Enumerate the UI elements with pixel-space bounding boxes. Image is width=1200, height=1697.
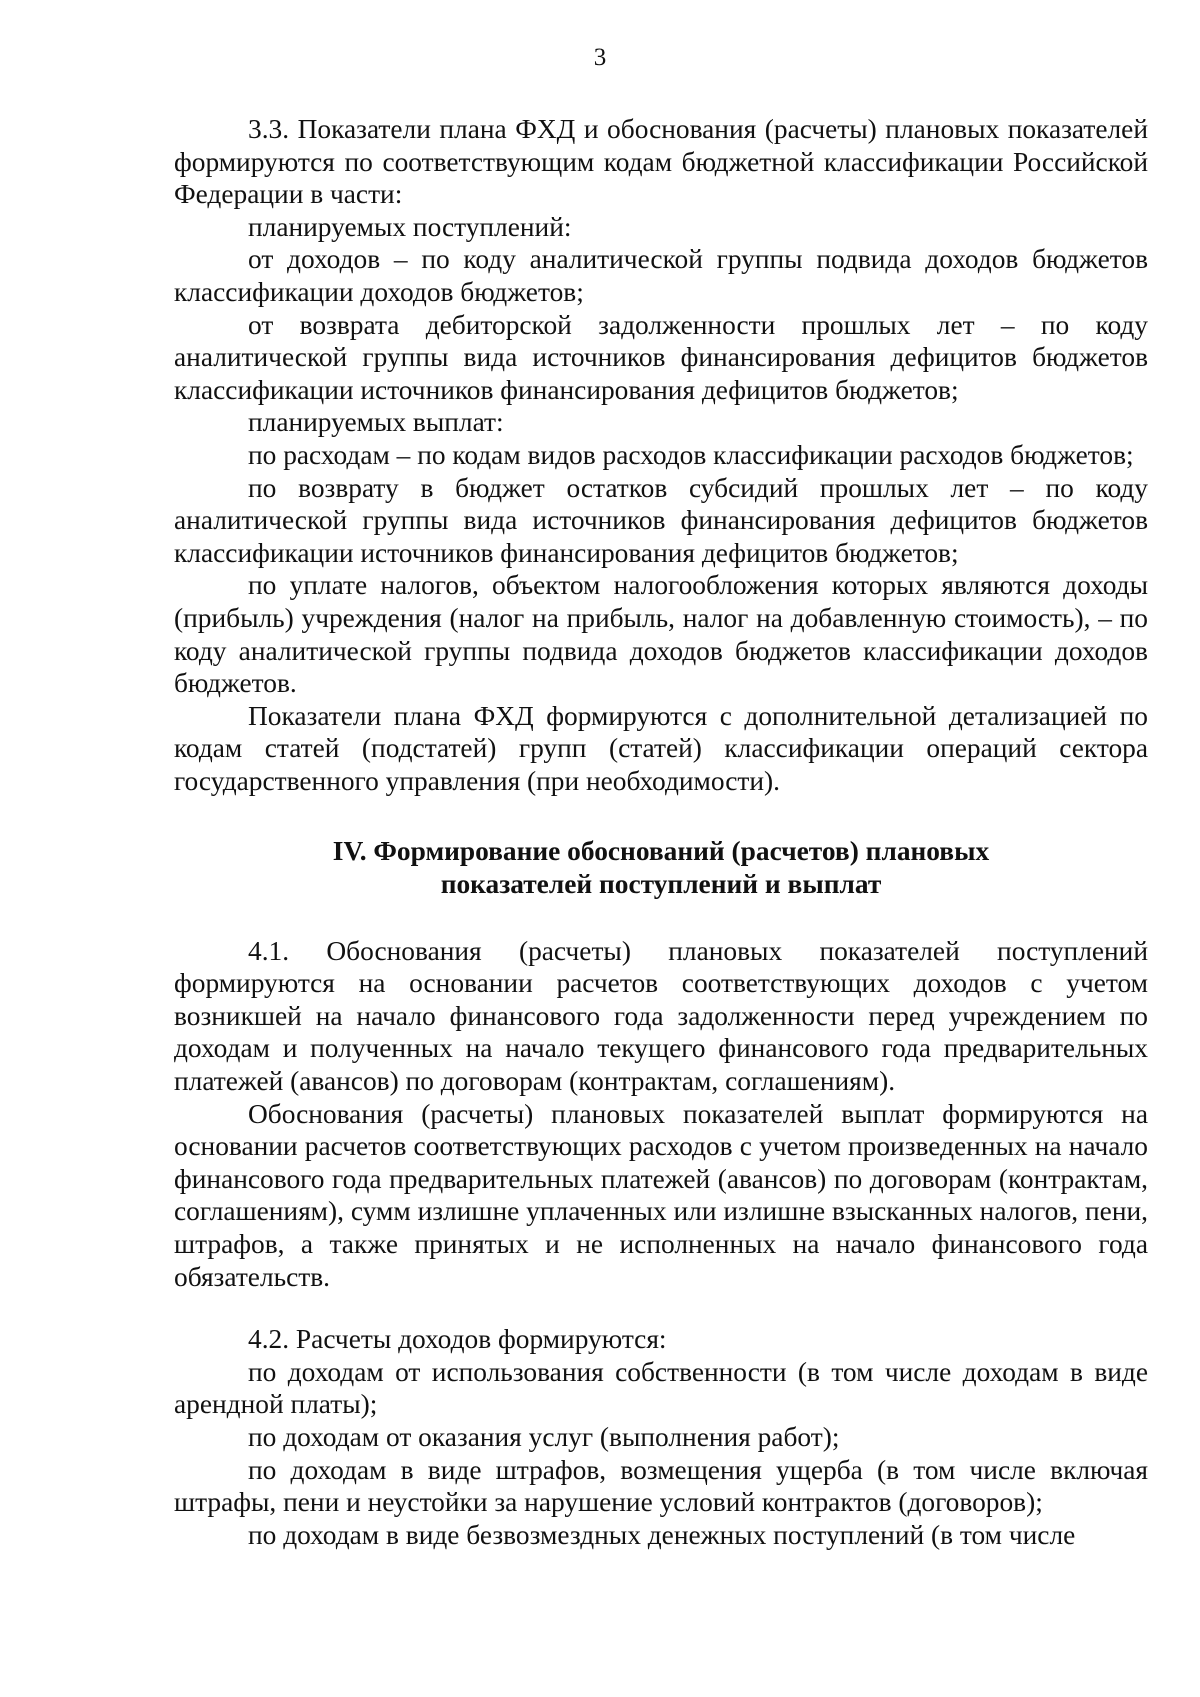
section-heading-iv (174, 835, 1148, 900)
page-number: 3 (593, 44, 607, 71)
paragraph-services-income: по доходам от оказания услуг (выполнения работ); (248, 1421, 840, 1452)
paragraph-gratuitous-income: по доходам в виде безвозмездных денежных поступлений (в том числе (248, 1519, 1076, 1550)
paragraph-income: от доходов – по коду аналитической группы подвида доходов бюджетов классификации доходов бюджетов; (174, 244, 1148, 307)
paragraph-gap (174, 1293, 1148, 1323)
paragraph-4-2: 4.2. Расчеты доходов формируются: (248, 1324, 667, 1355)
paragraph-3-3-intro: 3.3. Показатели плана ФХД и обоснования (расчеты) плановых показателей формируются по соответствующим кодам бюджетной классификации Российской Федерации в части: (174, 114, 1148, 210)
paragraph-planned-receipts: планируемых поступлений: (248, 211, 572, 242)
paragraph-planned-payments: планируемых выплат: (248, 407, 504, 438)
paragraph-expenses: по расходам – по кодам видов расходов классификации расходов бюджетов; (248, 439, 1134, 470)
paragraph-fines-income: по доходам в виде штрафов, возмещения ущерба (в том числе включая штрафы, пени и неустойки за нарушение условий контрактов (договоров); (174, 1454, 1148, 1518)
paragraph-4-1: 4.1. Обоснования (расчеты) плановых показателей поступлений формируются на основании расчетов соответствующих доходов с учетом возникшей на начало финансового года задолженности перед учреждением по доходам и полученных на начало текущего финансового года предварительных платежей (авансов) по договорам (контрактам, соглашениям). (174, 935, 1148, 1097)
paragraph-taxes: по уплате налогов, объектом налогообложения которых являются доходы (прибыль) учреждения (налог на прибыль, налог на добавленную стоимость), – по коду аналитической группы подвида доходов бюджетов классификации доходов бюджетов. (174, 570, 1148, 699)
heading-line-2: показателей поступлений и выплат (440, 869, 882, 900)
paragraph-payments-justification: Обоснования (расчеты) плановых показателей выплат формируются на основании расчетов соответствующих расходов с учетом произведенных на начало финансового года предварительных платежей (авансов) по договорам (контрактам, соглашениям), сумм излишне уплаченных или излишне взысканных налогов, пени, штрафов, а также принятых и не исполненных на начало финансового года обязательств. (174, 1098, 1148, 1292)
document-body (174, 113, 1148, 1551)
paragraph-subsidy-return: по возврату в бюджет остатков субсидий прошлых лет – по коду аналитической группы вида источников финансирования дефицитов бюджетов классификации источников финансирования дефицитов бюджетов; (174, 472, 1148, 568)
paragraph-fhd-detail: Показатели плана ФХД формируются с дополнительной детализацией по кодам статей (подстатей) групп (статей) классификации операций сектора государственного управления (при необходимости). (174, 700, 1148, 796)
paragraph-receivables-return: от возврата дебиторской задолженности прошлых лет – по коду аналитической группы вида источников финансирования дефицитов бюджетов классификации источников финансирования дефицитов бюджетов; (174, 309, 1148, 405)
heading-line-1: IV. Формирование обоснований (расчетов) плановых (332, 836, 990, 867)
paragraph-property-income: по доходам от использования собственности (в том числе доходам в виде арендной платы); (174, 1356, 1148, 1420)
